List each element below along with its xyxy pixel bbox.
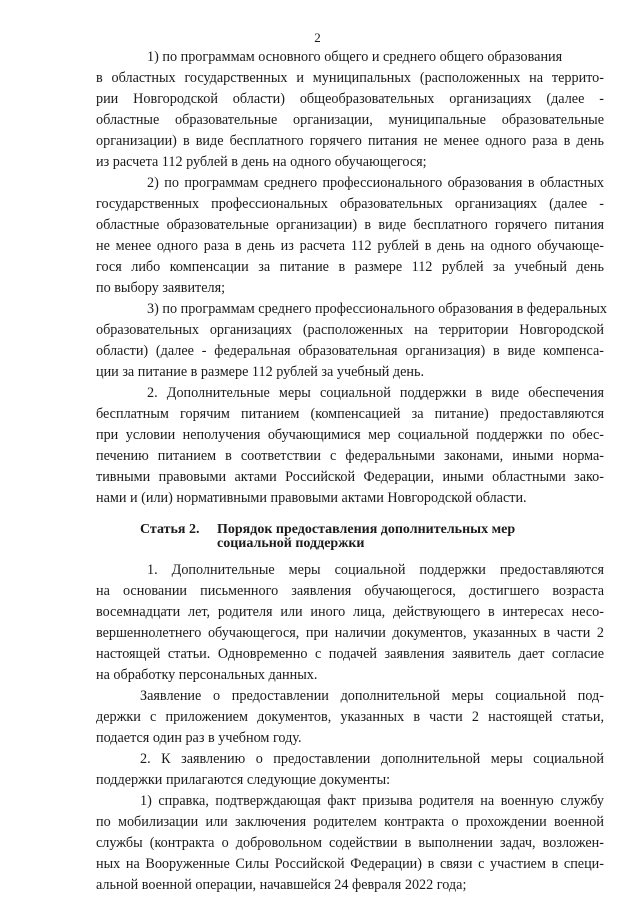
text-line: областные образовательные организации) в виде бесплатного горячего питания	[96, 217, 604, 233]
text-line: тивными правовыми актами Российской Федерации, иными областными зако-	[96, 469, 604, 485]
text-line: ных на Вооруженные Силы Российской Федерации) в связи с участием в специ-	[96, 856, 604, 872]
text-line: государственных профессиональных образовательных организациях (далее -	[96, 196, 604, 212]
text-line: 2. Дополнительные меры социальной поддержки в виде обеспечения	[147, 385, 604, 401]
text-line: 2. К заявлению о предоставлении дополнительной меры социальной	[140, 751, 604, 767]
text-line: Заявление о предоставлении дополнительной меры социальной под-	[140, 688, 604, 704]
text-line: 1. Дополнительные меры социальной поддержки предоставляются	[147, 562, 604, 578]
text-line: нами и (или) нормативными правовыми актами Новгородской области.	[96, 490, 527, 506]
text-line: печению питанием в соответствии с федеральными законами, иными норма-	[96, 448, 604, 464]
text-line: 1) справка, подтверждающая факт призыва родителя на военную службу	[140, 793, 604, 809]
text-line: держки с приложением документов, указанных в части 2 настоящей статьи,	[96, 709, 604, 725]
text-line: альной военной операции, начавшейся 24 февраля 2022 года;	[96, 877, 467, 893]
text-line: по мобилизации или заключения родителем контракта о прохождении военной	[96, 814, 604, 830]
text-line: по выбору заявителя;	[96, 280, 226, 296]
text-line: подается один раз в учебном году.	[96, 730, 302, 746]
text-line: областные образовательные организации, муниципальные образовательные	[96, 112, 604, 128]
text-line: 2) по программам среднего профессионального образования в областных	[147, 175, 604, 191]
text-line: бесплатным горячим питанием (компенсацией за питание) предоставляются	[96, 406, 604, 422]
page-number: 2	[314, 30, 321, 45]
text-line: настоящей статьи. Одновременно с подачей заявления заявитель дает согласие	[96, 646, 604, 662]
article-label: Статья 2.	[140, 522, 200, 537]
text-line: службы (контракта о добровольном содействии в выполнении задач, возложен-	[96, 835, 604, 851]
text-line: рии Новгородской области) общеобразовательных организациях (далее -	[96, 91, 604, 107]
text-line: на обработку персональных данных.	[96, 667, 318, 683]
text-line: ции за питание в размере 112 рублей за учебный день.	[96, 364, 424, 380]
text-line: в областных государственных и муниципальных (расположенных на террито-	[96, 70, 604, 86]
text-line: 1) по программам основного общего и среднего общего образования	[147, 49, 563, 65]
text-line: организации) в виде бесплатного горячего питания не менее одного раза в день	[96, 133, 604, 149]
article-title-line1: Порядок предоставления дополнительных мер	[217, 522, 516, 537]
text-line: области) (далее - федеральная образовательная организация) в виде компенса-	[96, 343, 604, 359]
text-line: гося либо компенсации за питание в размере 112 рублей за учебный день	[96, 259, 604, 275]
text-line: восемнадцати лет, родителя или иного лица, действующего в интересах несо-	[96, 604, 604, 620]
text-line: на основании письменного заявления обучающегося, достигшего возраста	[96, 583, 604, 599]
text-line: не менее одного раза в день из расчета 112 рублей в день на одного обучающе-	[96, 238, 604, 254]
text-line: 3) по программам среднего профессионального образования в федеральных	[147, 301, 607, 317]
text-line: образовательных организациях (расположенных на территории Новгородской	[96, 322, 604, 338]
article-title-line2: социальной поддержки	[217, 536, 365, 551]
text-line: из расчета 112 рублей в день на одного обучающегося;	[96, 154, 427, 170]
text-line: поддержки прилагаются следующие документы:	[96, 772, 391, 788]
text-line: при условии неполучения обучающимися мер социальной поддержки по обес-	[96, 427, 604, 443]
text-line: вершеннолетнего обучающегося, при наличии документов, указанных в части 2	[96, 625, 604, 641]
